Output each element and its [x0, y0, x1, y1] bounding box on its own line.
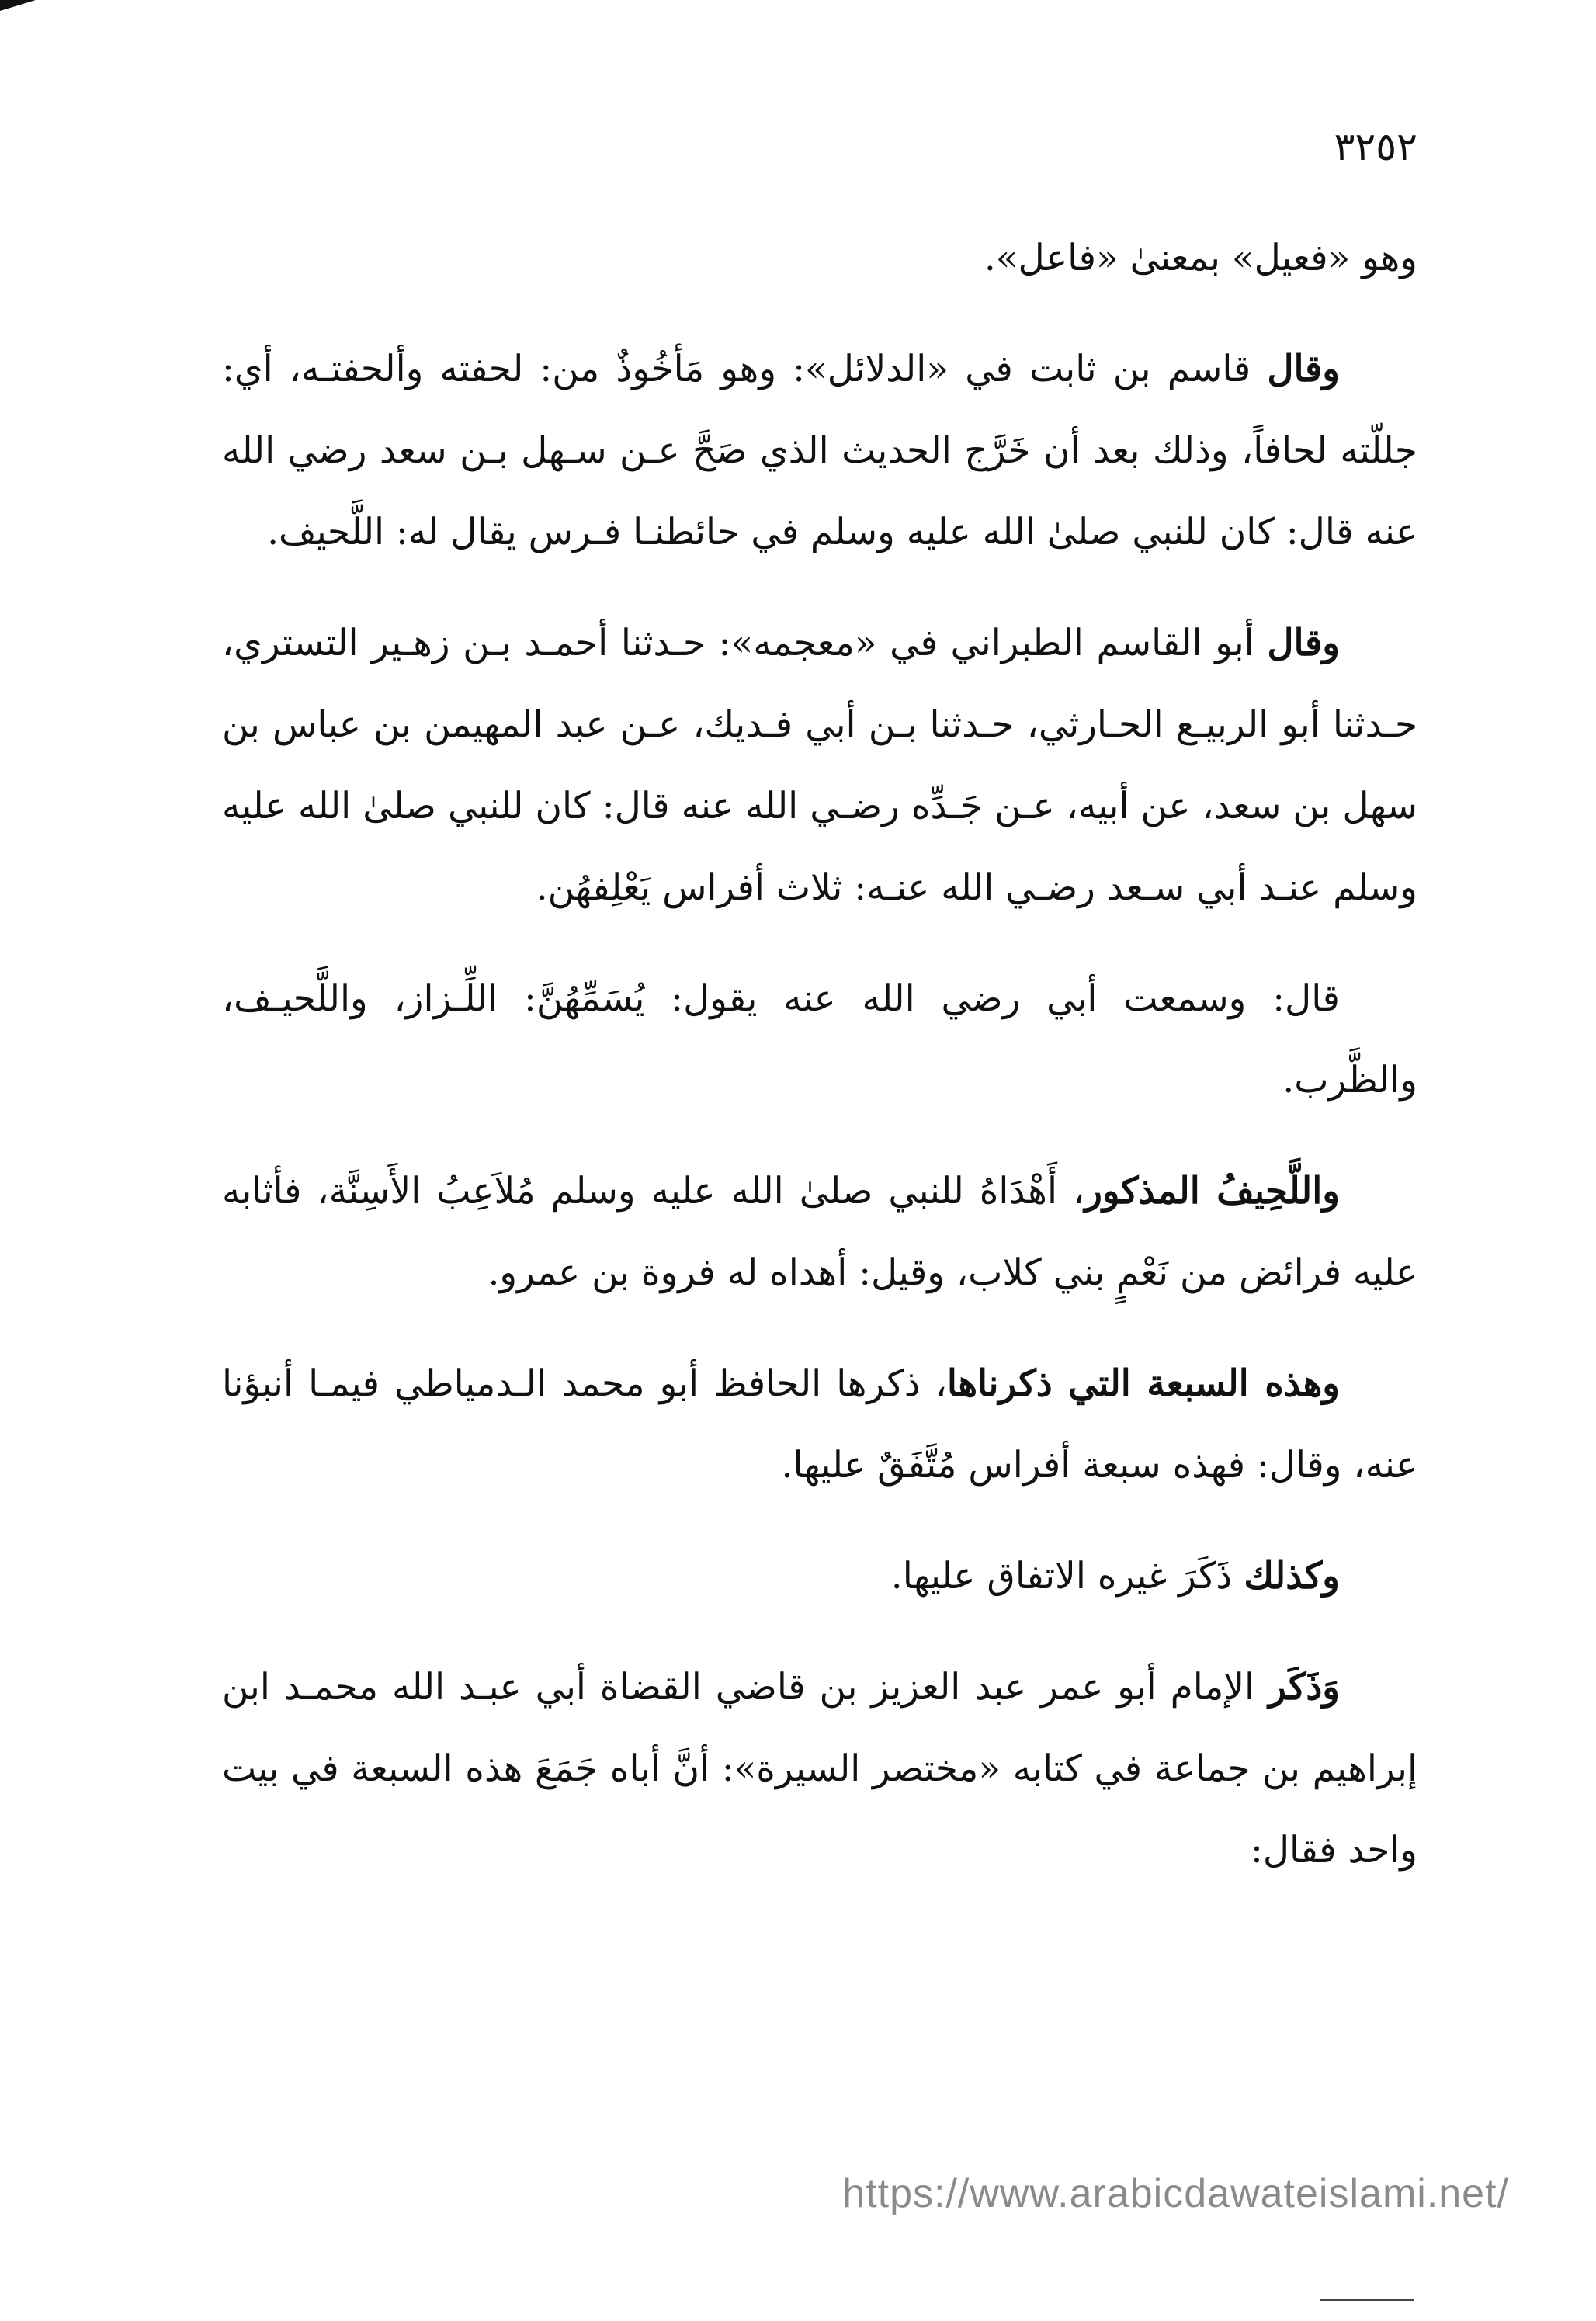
watermark-url: https://www.arabicdawateislami.net/: [842, 2171, 1509, 2216]
paragraph-2-lead: وقال: [1267, 348, 1340, 390]
paragraph-7-text: ذَكَرَ غيره الاتفاق عليها.: [890, 1555, 1244, 1598]
paragraph-3-text: أبو القاسم الطبراني في «معجمه»: حـدثنا أحمـد بـن زهـير التستري، حـدثنا أبو الربيـع الحـارثي، حـدثنا بـن أبي فـديك، عـن عبد المهيمن بن عباس بن سهل بن سعد، عن أبيه، عـن جَـدِّه رضـي الله عنه قال: كان للنبي صلىٰ الله عليه وسلم عنـد أبي سـعد رضـي الله عنـه: ثلاث أفراس يَعْلِفهُن.: [222, 622, 1417, 909]
paragraph-6-lead: وهذه السبعة التي ذكرناها: [946, 1362, 1340, 1405]
footer-rule: [1320, 2299, 1414, 2301]
page-number: ٣٢٥٢: [1334, 124, 1417, 169]
paragraph-4: [222, 958, 1417, 1121]
paragraph-6-text: ، ذكرها الحافظ أبو محمد الـدمياطي فيمـا أنبؤنا عنه، وقال: فهذه سبعة أفراس مُتَّفَقٌ عليها.: [222, 1362, 1417, 1487]
paragraph-4-text: قال: وسمعت أبي رضي الله عنه يقول: يُسَمِّهُنَّ: اللِّـزاز، واللَّحيـف، والظَّرب.: [222, 977, 1417, 1102]
paragraph-8: [222, 1646, 1417, 1891]
paragraph-7: [222, 1535, 1417, 1617]
corner-scan-mark: [0, 0, 36, 11]
paragraph-8-lead: وَذَكَر: [1268, 1666, 1340, 1709]
paragraph-8-text: الإمام أبو عمر عبد العزيز بن قاضي القضاة أبي عبـد الله محمـد ابن إبراهيم بن جماعة في كتابه «مختصر السيرة»: أنَّ أباه جَمَعَ هذه السبعة في بيت واحد فقال:: [222, 1666, 1417, 1872]
paragraph-7-lead: وكذلك: [1244, 1555, 1340, 1598]
body-text: [222, 217, 1417, 1920]
paragraph-1: [222, 217, 1417, 299]
paragraph-2: [222, 328, 1417, 573]
paragraph-5-lead: واللَّحِيفُ المذكور: [1084, 1170, 1340, 1213]
paragraph-5: [222, 1150, 1417, 1313]
paragraph-6: [222, 1343, 1417, 1506]
paragraph-2-text: قاسم بن ثابت في «الدلائل»: وهو مَأخُوذٌ من: لحفته وألحفتـه، أي: جللّته لحافاً، وذلك بعد أن خَرَّج الحديث الذي صَحَّ عـن سـهل بـن سعد رضي الله عنه قال: كان للنبي صلىٰ الله عليه وسلم في حائطنـا فـرس يقال له: اللَّحيف.: [222, 348, 1417, 553]
paragraph-3-lead: وقال: [1267, 622, 1340, 664]
paragraph-5-text: ، أَهْدَاهُ للنبي صلىٰ الله عليه وسلم مُلاَعِبُ الأَسِنَّة، فأثابه عليه فرائض من نَعْمٍ بني كلاب، وقيل: أهداه له فروة بن عمرو.: [222, 1170, 1417, 1294]
paragraph-3: [222, 602, 1417, 928]
paragraph-1-text: وهو «فعيل» بمعنىٰ «فاعل».: [984, 237, 1417, 279]
